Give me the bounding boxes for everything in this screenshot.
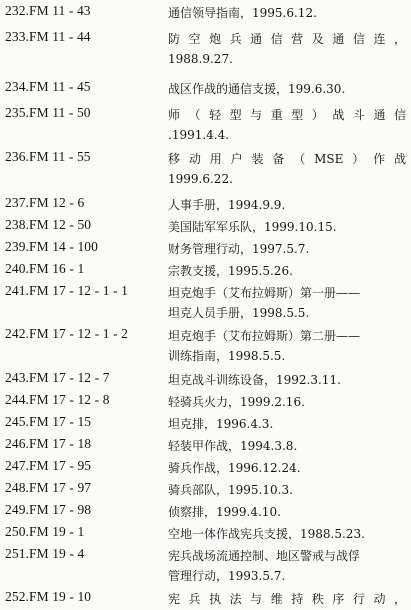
title-line: 管理行动，1993.5.7. — [168, 569, 286, 583]
title-line: 宪兵战场流通控制、地区警戒与战俘 — [168, 549, 361, 563]
title-line: 轻骑兵火力，1999.2.16. — [168, 395, 305, 409]
title-line: 通信领导指南，1995.6.12. — [168, 6, 317, 20]
manual-title — [168, 217, 406, 237]
manual-title — [168, 326, 406, 366]
manual-code: 245.FM 17 - 15 — [5, 414, 92, 429]
manual-title — [168, 239, 406, 259]
manual-title — [168, 29, 406, 69]
title-line: 人事手册，1994.9.9. — [168, 198, 286, 212]
manual-title — [168, 502, 406, 522]
manual-code: 244.FM 17 - 12 - 8 — [5, 392, 110, 407]
title-line: 1988.9.27. — [168, 52, 233, 66]
title-line: 师（轻型与重型）战斗通信 — [168, 108, 406, 122]
manual-title — [168, 546, 406, 586]
manual-title — [168, 3, 406, 23]
manual-code: 235.FM 11 - 50 — [5, 105, 91, 120]
title-line: 空地一体作战宪兵支援，1988.5.23. — [168, 527, 365, 541]
title-line: 美国陆军军乐队，1999.10.15. — [168, 220, 337, 234]
title-line: 坦克排，1996.4.3. — [168, 417, 274, 431]
manual-title — [168, 480, 406, 500]
title-line: 侦察排，1999.4.10. — [168, 505, 281, 519]
manual-code: 234.FM 11 - 45 — [5, 79, 91, 94]
title-line: 骑兵作战，1996.12.24. — [168, 461, 301, 475]
manual-code: 241.FM 17 - 12 - 1 - 1 — [5, 283, 128, 298]
manual-title — [168, 195, 406, 215]
manual-title — [168, 370, 406, 390]
manual-code: 248.FM 17 - 97 — [5, 480, 92, 495]
manual-title — [168, 458, 406, 478]
manual-code: 237.FM 12 - 6 — [5, 195, 85, 210]
manual-code: 239.FM 14 - 100 — [5, 239, 99, 254]
title-line: 轻装甲作战，1994.3.8. — [168, 439, 298, 453]
manual-code: 251.FM 19 - 4 — [5, 546, 85, 561]
title-line: 防空炮兵通信营及通信连， — [168, 32, 406, 46]
title-line: 坦克炮手（艾布拉姆斯）第一册—— — [168, 286, 361, 300]
manual-title — [168, 105, 406, 145]
manual-code: 249.FM 17 - 98 — [5, 502, 92, 517]
manual-code: 232.FM 11 - 43 — [5, 3, 91, 18]
title-line: 宗教支援，1995.5.26. — [168, 264, 293, 278]
manual-title — [168, 79, 406, 99]
manual-title — [168, 414, 406, 434]
manual-title — [168, 392, 406, 412]
manual-title — [168, 524, 406, 544]
title-line: 1999.6.22. — [168, 172, 233, 186]
manual-title — [168, 261, 406, 281]
manual-title — [168, 436, 406, 456]
manual-code: 236.FM 11 - 55 — [5, 149, 91, 164]
manual-code: 238.FM 12 - 50 — [5, 217, 92, 232]
title-line: .1991.4.4. — [168, 128, 230, 142]
title-line: 财务管理行动，1997.5.7. — [168, 242, 310, 256]
title-line: 宪兵执法与维持秩序行动， — [168, 592, 406, 606]
manual-title — [168, 589, 406, 609]
manual-code: 246.FM 17 - 18 — [5, 436, 92, 451]
manual-code: 242.FM 17 - 12 - 1 - 2 — [5, 326, 128, 341]
title-line: 坦克人员手册，1998.5.5. — [168, 306, 310, 320]
title-line: 坦克炮手（艾布拉姆斯）第二册—— — [168, 329, 361, 343]
manual-code: 250.FM 19 - 1 — [5, 524, 85, 539]
title-line: 移动用户装备（MSE）作战 — [168, 152, 406, 166]
manual-code: 243.FM 17 - 12 - 7 — [5, 370, 110, 385]
title-line: 骑兵部队，1995.10.3. — [168, 483, 293, 497]
title-line: 坦克战斗训练设备，1992.3.11. — [168, 373, 341, 387]
title-line: 训练指南，1998.5.5. — [168, 349, 286, 363]
manual-title — [168, 149, 406, 189]
title-line: 战区作战的通信支援，199.6.30. — [168, 82, 346, 96]
manual-code: 247.FM 17 - 95 — [5, 458, 92, 473]
manual-code: 233.FM 11 - 44 — [5, 29, 91, 44]
manual-code: 252.FM 19 - 10 — [5, 589, 92, 604]
manual-code: 240.FM 16 - 1 — [5, 261, 85, 276]
manual-title — [168, 283, 406, 323]
